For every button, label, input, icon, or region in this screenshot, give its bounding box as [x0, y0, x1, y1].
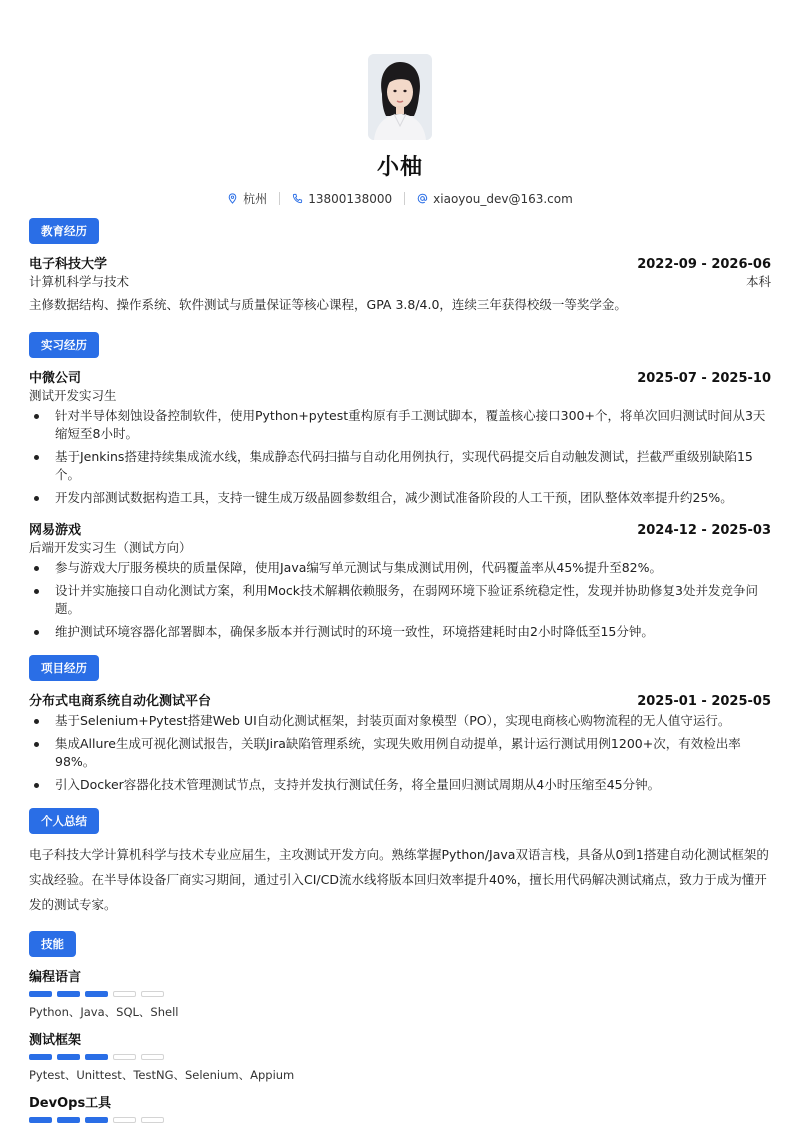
project-name: 分布式电商系统自动化测试平台 [29, 694, 212, 709]
skill-detail: Pytest、Unittest、TestNG、Selenium、Appium [29, 1068, 295, 1082]
skill-pip-empty [141, 1054, 164, 1060]
location-pin-icon [227, 193, 238, 204]
phone-text: 13800138000 [308, 191, 393, 206]
list-item: 基于Jenkins搭建持续集成流水线，集成静态代码扫描与自动化用例执行，实现代码提交后自动触发测试，拦截严重级别缺陷15个。 [29, 448, 771, 484]
internship-row [29, 519, 771, 538]
skill-detail: Python、Java、SQL、Shell [29, 1005, 179, 1019]
list-item: 维护测试环境容器化部署脚本，确保多版本并行测试时的环境一致性，环境搭建耗时由2小时降低至15分钟。 [29, 623, 771, 641]
list-item: 开发内部测试数据构造工具，支持一键生成万级晶圆参数组合，减少测试准备阶段的人工干预，团队整体效率提升约25%。 [29, 489, 771, 507]
skill-pip-empty [141, 1117, 164, 1123]
candidate-name: 小柚 [376, 155, 423, 180]
list-item: 针对半导体刻蚀设备控制软件，使用Python+pytest重构原有手工测试脚本，覆盖核心接口300+个，将单次回归测试时间从3天缩短至8小时。 [29, 407, 771, 443]
internship-heading: 实习经历 [29, 332, 99, 358]
skill-title: DevOps工具 [29, 1096, 112, 1111]
city-text: 杭州 [243, 192, 268, 206]
skills-heading: 技能 [29, 931, 76, 957]
project-section [29, 655, 771, 794]
phone-icon [292, 193, 303, 204]
project-heading: 项目经历 [29, 655, 99, 681]
major: 计算机科学与技术 [29, 274, 130, 289]
company-name: 中微公司 [29, 371, 82, 386]
list-item: 引入Docker容器化技术管理测试节点，支持并发执行测试任务，将全量回归测试周期从4小时压缩至45分钟。 [29, 776, 771, 794]
skill-group [29, 966, 771, 1020]
company-name: 网易游戏 [29, 523, 82, 538]
education-date: 2022-09 - 2026-06 [637, 257, 771, 272]
summary-heading: 个人总结 [29, 808, 99, 834]
skill-pip-empty [113, 1054, 136, 1060]
contact-phone [292, 192, 392, 206]
skill-pip-empty [113, 991, 136, 997]
avatar [368, 54, 432, 140]
degree: 本科 [745, 274, 771, 289]
at-sign-icon [417, 193, 428, 204]
skill-pip-filled [85, 991, 108, 997]
skill-pip-filled [85, 1117, 108, 1123]
skill-title: 编程语言 [29, 970, 82, 985]
education-row [29, 253, 771, 272]
internship-date: 2024-12 - 2025-03 [637, 523, 771, 538]
list-item: 集成Allure生成可视化测试报告，关联Jira缺陷管理系统，实现失败用例自动提单，累计运行测试用例1200+次，有效检出率98%。 [29, 735, 771, 771]
email-text[interactable]: xiaoyou_dev@163.com [433, 191, 573, 206]
education-heading: 教育经历 [29, 218, 99, 244]
contact-divider [404, 192, 405, 205]
project-bullets [29, 712, 771, 794]
contact-email[interactable] [417, 192, 573, 206]
project-item [29, 690, 771, 794]
internship-date: 2025-07 - 2025-10 [637, 371, 771, 386]
school-name: 电子科技大学 [29, 257, 108, 272]
summary-text: 电子科技大学计算机科学与技术专业应届生，主攻测试开发方向。熟练掌握Python/Java双语言栈，具备从0到1搭建自动化测试框架的实战经验。在半导体设备厂商实习期间，通过引入CI/CD流水线将版本回归效率提升40%，擅长用代码解决测试痛点，致力于成为懂开发的测试专家。 [29, 847, 769, 912]
skill-pip-filled [57, 1117, 80, 1123]
skill-group [29, 1029, 771, 1083]
skill-pip-filled [57, 1054, 80, 1060]
internship-section [29, 332, 771, 641]
education-description: 主修数据结构、操作系统、软件测试与质量保证等核心课程，GPA 3.8/4.0，连续三年获得校级一等奖学金。 [29, 297, 627, 312]
list-item: 参与游戏大厅服务模块的质量保障，使用Java编写单元测试与集成测试用例，代码覆盖率从45%提升至82%。 [29, 559, 771, 577]
skill-pip-filled [29, 1054, 52, 1060]
skill-pip-empty [113, 1117, 136, 1123]
project-date: 2025-01 - 2025-05 [637, 694, 771, 709]
skill-pip-filled [29, 1117, 52, 1123]
skill-title: 测试框架 [29, 1033, 82, 1048]
internship-item [29, 367, 771, 507]
skill-level [29, 991, 771, 997]
skill-level [29, 1054, 771, 1060]
skill-pip-filled [29, 991, 52, 997]
skill-pip-empty [141, 991, 164, 997]
resume-body [29, 218, 771, 1123]
internship-item [29, 519, 771, 641]
skill-level [29, 1117, 771, 1123]
internship-bullets [29, 407, 771, 507]
summary-section [29, 808, 771, 917]
contact-bar [0, 190, 800, 207]
skill-pip-filled [85, 1054, 108, 1060]
internship-row [29, 367, 771, 386]
skill-group [29, 1092, 771, 1123]
skill-pip-filled [57, 991, 80, 997]
list-item: 基于Selenium+Pytest搭建Web UI自动化测试框架，封装页面对象模型（PO），实现电商核心购物流程的无人值守运行。 [29, 712, 771, 730]
contact-divider [279, 192, 280, 205]
skills-section [29, 931, 771, 1123]
list-item: 设计并实施接口自动化测试方案，利用Mock技术解耦依赖服务，在弱网环境下验证系统稳定性，发现并协助修复3处并发竞争问题。 [29, 582, 771, 618]
resume-header [0, 0, 800, 207]
internship-role: 测试开发实习生 [29, 388, 117, 403]
education-row-2 [29, 272, 771, 290]
internship-role: 后端开发实习生（测试方向） [29, 540, 192, 555]
internship-bullets [29, 559, 771, 641]
contact-city [227, 190, 267, 207]
education-section [29, 218, 771, 316]
project-row [29, 690, 771, 709]
